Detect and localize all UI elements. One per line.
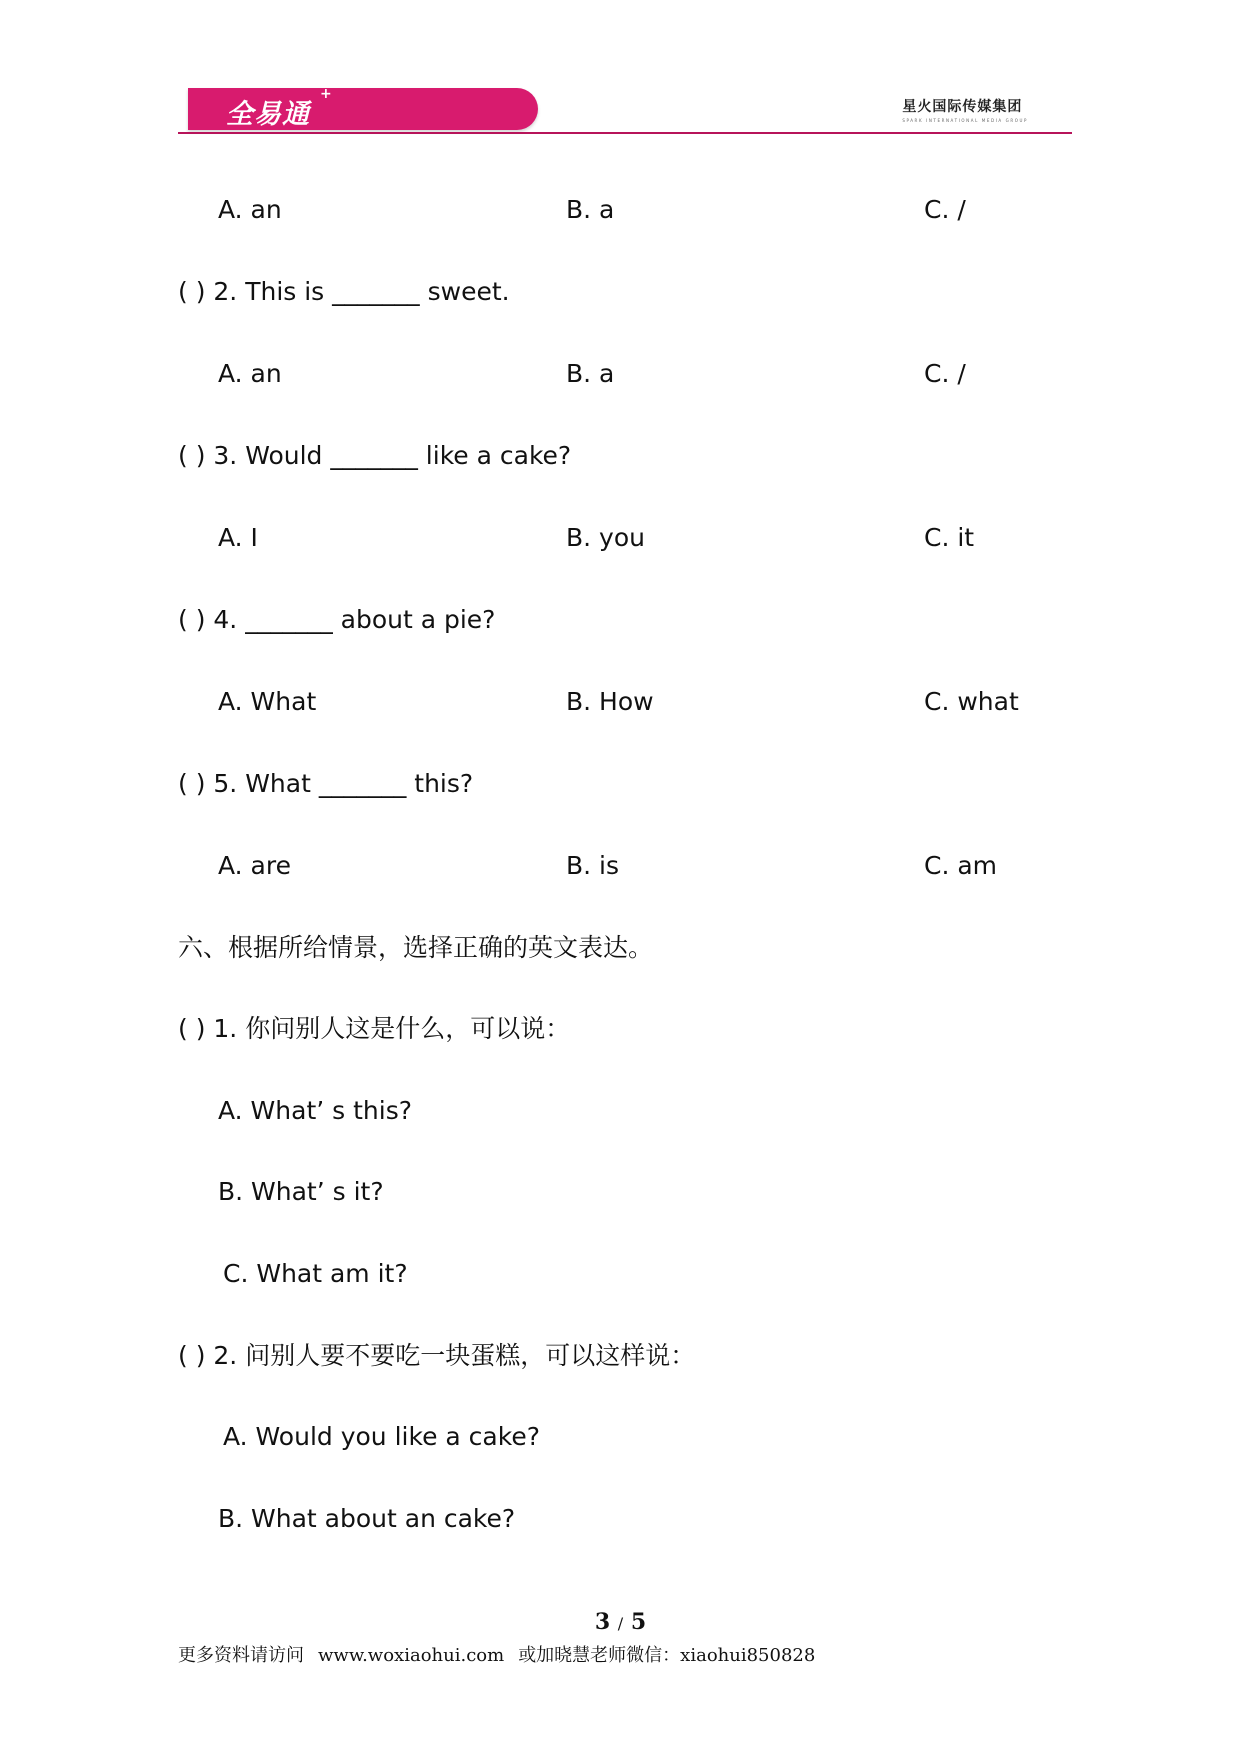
page-current: 3 [594, 1609, 611, 1635]
publisher-name-en: SPARK INTERNATIONAL MEDIA GROUP [902, 118, 1028, 123]
option-b: B. you [566, 523, 645, 552]
option-b: B. is [566, 851, 620, 880]
option-c: C. what [924, 687, 1019, 716]
option-a: A. I [218, 523, 258, 552]
footer-site-link[interactable]: www.woxiaohui.com [318, 1645, 505, 1666]
option-line [0, 1091, 1241, 1131]
footer-more-text: 更多资料请访问 [178, 1645, 304, 1666]
page-number [0, 1609, 1241, 1635]
question-stem [0, 1336, 1241, 1376]
brand-logo [188, 88, 538, 130]
footer-wechat-text: 或加晓慧老师微信：xiaohui850828 [518, 1645, 816, 1666]
section-title: 六、根据所给情景，选择正确的英文表达。 [178, 933, 654, 962]
page-footer [178, 1641, 829, 1667]
option-c: C. / [924, 359, 966, 388]
question-2-stem: ( ) 2. This is _______ sweet. [178, 277, 510, 306]
option-a: A. are [218, 851, 291, 880]
option-a: A. an [218, 195, 282, 224]
logo-text: 全易通 [226, 99, 310, 130]
option-line [0, 1417, 1241, 1457]
question-stem [0, 764, 1241, 804]
question-stem [0, 1009, 1241, 1049]
question-5-options [0, 846, 1241, 886]
option-a: A. an [218, 359, 282, 388]
page-header [178, 88, 1072, 134]
question-stem [0, 272, 1241, 312]
option-b: B. What’ s it? [218, 1177, 384, 1206]
publisher-brand [902, 96, 1028, 123]
question-3-options [0, 518, 1241, 558]
option-a: A. What [218, 687, 317, 716]
option-b: B. a [566, 359, 615, 388]
option-b: B. a [566, 195, 615, 224]
header-divider [178, 132, 1072, 134]
option-line [0, 1499, 1241, 1539]
logo-star-icon: + [320, 86, 332, 102]
option-c: C. am [924, 851, 998, 880]
option-a: A. What’ s this? [218, 1096, 412, 1125]
question-stem [0, 600, 1241, 640]
publisher-name-cn: 星火国际传媒集团 [902, 99, 1023, 115]
option-c: C. What am it? [223, 1259, 408, 1288]
question-2-options [0, 354, 1241, 394]
question-stem [0, 436, 1241, 476]
section6-q1-stem: ( ) 1. 你问别人这是什么，可以说： [178, 1014, 571, 1043]
section-6-heading [0, 928, 1241, 968]
option-b: B. How [566, 687, 654, 716]
question-4-options [0, 682, 1241, 722]
option-b: B. What about an cake? [218, 1504, 516, 1533]
option-line [0, 1172, 1241, 1212]
q1-options [0, 190, 1241, 230]
question-4-stem: ( ) 4. _______ about a pie? [178, 605, 496, 634]
option-c: C. / [924, 195, 966, 224]
question-5-stem: ( ) 5. What _______ this? [178, 769, 474, 798]
page-total: 5 [630, 1609, 647, 1635]
question-3-stem: ( ) 3. Would _______ like a cake? [178, 441, 572, 470]
option-a: A. Would you like a cake? [223, 1422, 540, 1451]
page-separator: / [617, 1614, 624, 1633]
option-line [0, 1254, 1241, 1294]
section6-q2-stem: ( ) 2. 问别人要不要吃一块蛋糕，可以这样说： [178, 1341, 696, 1370]
option-c: C. it [924, 523, 975, 552]
